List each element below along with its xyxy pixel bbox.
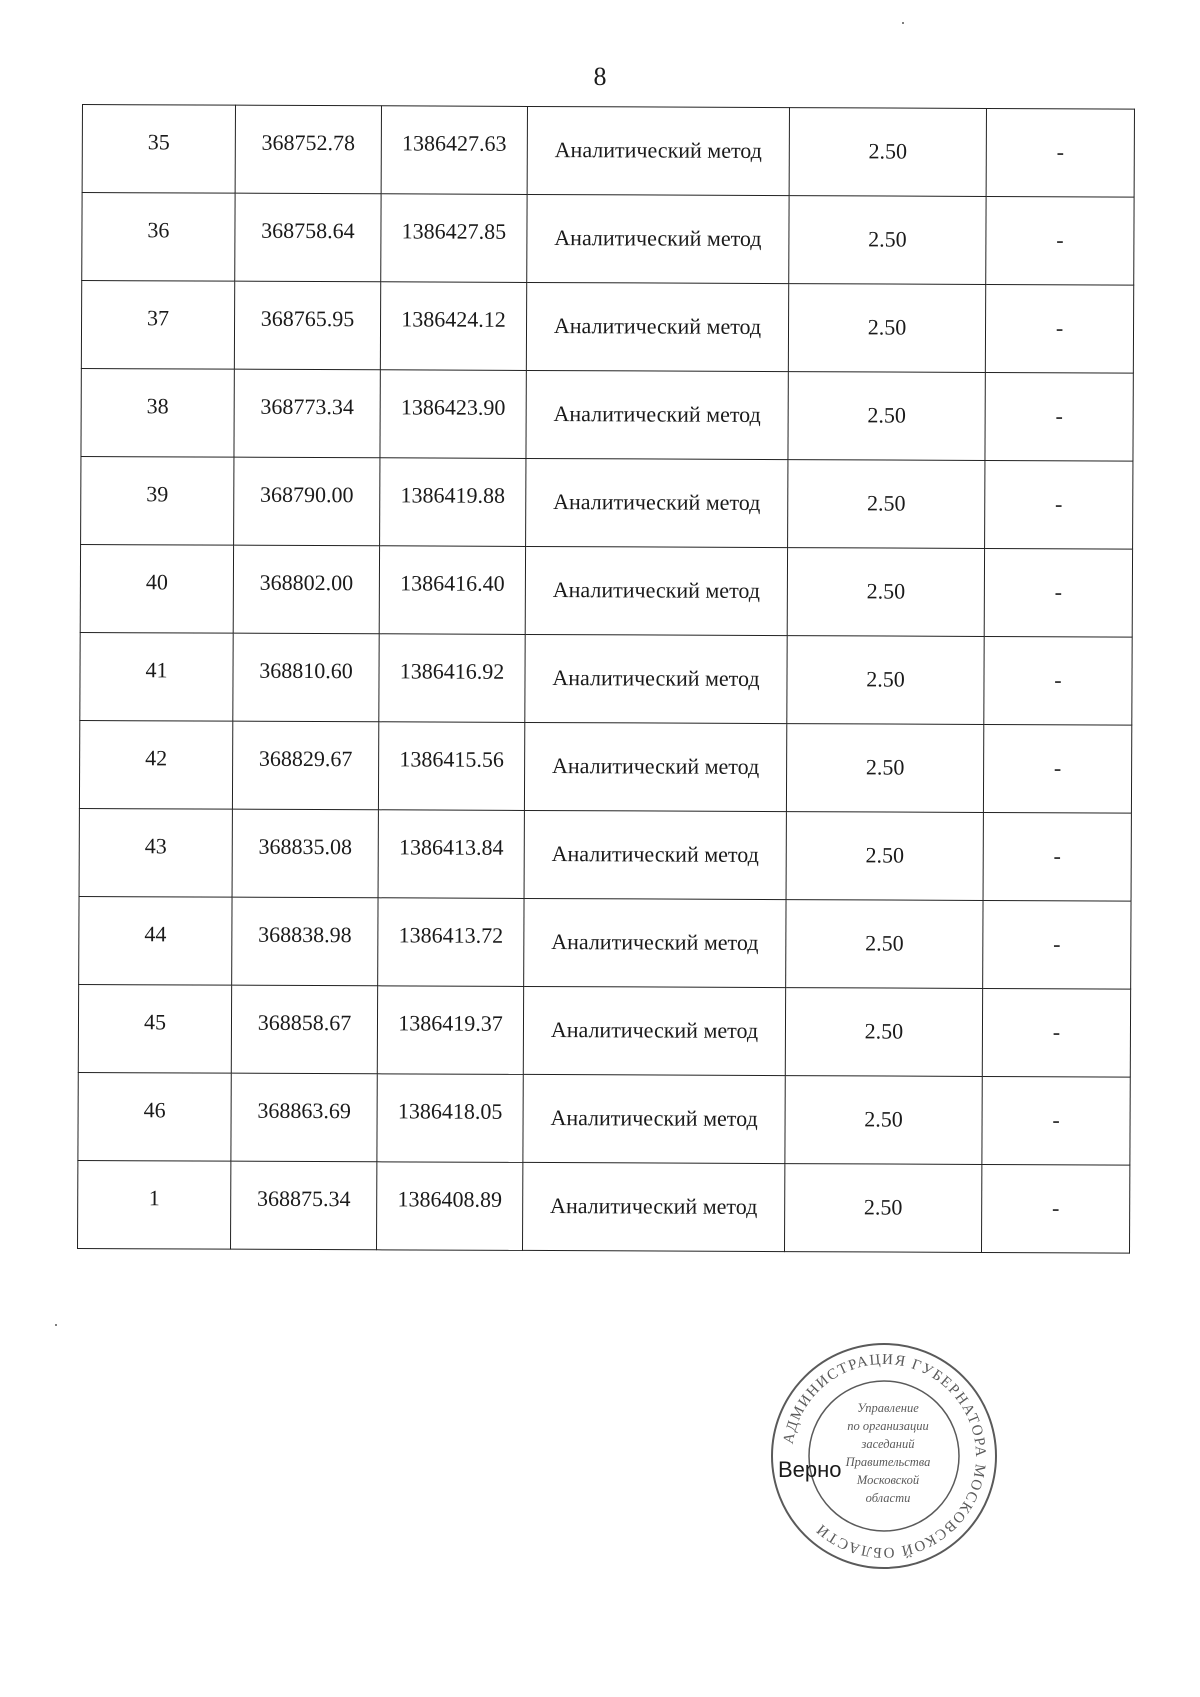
cell-point-number <box>78 984 231 1073</box>
stamp-line: по организации <box>847 1419 929 1433</box>
cell-x-coordinate <box>235 193 381 282</box>
cell-point-number <box>79 896 232 985</box>
cell-method <box>524 810 786 899</box>
cell-value <box>788 372 985 461</box>
table-row <box>81 368 1133 461</box>
cell-dash <box>985 372 1133 461</box>
cell-method <box>523 986 785 1075</box>
cell-dash <box>985 460 1133 549</box>
cell-y-coordinate <box>378 722 524 811</box>
cell-x-coordinate <box>232 897 378 986</box>
cell-y-coordinate <box>380 370 526 459</box>
y-coordinate-text: 1386427.63 <box>402 130 507 156</box>
value-text: 2.50 <box>864 1018 904 1044</box>
cell-y-coordinate <box>379 634 525 723</box>
point-number-text: 46 <box>143 1097 166 1123</box>
cell-value <box>786 724 983 813</box>
cell-dash <box>985 284 1133 373</box>
cell-value <box>786 812 983 901</box>
x-coordinate-text: 368765.95 <box>260 305 355 332</box>
value-text: 2.50 <box>864 1106 903 1132</box>
cell-point-number <box>80 632 233 721</box>
method-text: Аналитический метод <box>550 1105 758 1131</box>
cell-point-number <box>82 193 235 282</box>
cell-method <box>526 370 788 459</box>
method-text: Аналитический метод <box>550 1193 758 1219</box>
table-row <box>80 632 1132 725</box>
point-number-text: 44 <box>144 921 167 947</box>
coordinates-table-body <box>78 105 1135 1254</box>
table-row <box>81 281 1133 374</box>
x-coordinate-text: 368790.00 <box>259 481 354 508</box>
cell-value <box>789 196 986 285</box>
cell-point-number <box>82 105 235 194</box>
table-row <box>79 896 1131 989</box>
cell-y-coordinate <box>380 458 526 547</box>
cell-y-coordinate <box>377 1074 523 1163</box>
cell-point-number <box>78 1072 231 1161</box>
cell-value <box>785 988 982 1077</box>
x-coordinate-text: 368829.67 <box>258 745 353 772</box>
y-coordinate-text: 1386413.84 <box>398 834 504 860</box>
table-row <box>81 456 1133 549</box>
x-coordinate-text: 368835.08 <box>258 833 353 860</box>
cell-dash <box>984 548 1132 637</box>
certification-label: Верно <box>778 1457 842 1482</box>
cell-value <box>787 636 984 725</box>
cell-method <box>525 546 787 635</box>
x-coordinate-text: 368802.00 <box>259 569 354 596</box>
cell-x-coordinate <box>234 457 380 546</box>
dash-text: - <box>1055 315 1064 341</box>
method-text: Аналитический метод <box>550 1017 759 1043</box>
cell-y-coordinate <box>380 282 526 371</box>
y-coordinate-text: 1386419.37 <box>398 1010 503 1036</box>
dash-text: - <box>1055 403 1063 429</box>
table-row <box>78 984 1130 1077</box>
coordinates-table-container <box>77 104 1134 1254</box>
dash-text: - <box>1052 1019 1061 1045</box>
x-coordinate-text: 368810.60 <box>259 657 353 684</box>
method-text: Аналитический метод <box>551 753 760 779</box>
cell-y-coordinate <box>378 810 524 899</box>
point-number-text: 38 <box>146 393 169 419</box>
method-text: Аналитический метод <box>551 841 759 867</box>
value-text: 2.50 <box>868 226 907 252</box>
dash-text: - <box>1053 755 1062 781</box>
cell-dash <box>986 108 1134 197</box>
value-text: 2.50 <box>866 578 906 604</box>
cell-point-number <box>78 1160 231 1249</box>
cell-x-coordinate <box>231 1161 377 1250</box>
cell-method <box>523 1162 785 1251</box>
stamp-line: Правительства <box>845 1455 931 1469</box>
cell-dash <box>981 1164 1129 1253</box>
cell-method <box>524 898 786 987</box>
cell-y-coordinate <box>378 898 524 987</box>
stamp-line: заседаний <box>861 1437 915 1451</box>
stamp-line: Московской <box>856 1473 920 1487</box>
cell-point-number <box>81 281 234 370</box>
cell-method <box>525 634 787 723</box>
y-coordinate-text: 1386418.05 <box>397 1098 503 1124</box>
dash-text: - <box>1052 1107 1060 1133</box>
method-text: Аналитический метод <box>551 929 759 955</box>
cell-value <box>787 548 984 637</box>
y-coordinate-text: 1386413.72 <box>398 922 504 948</box>
cell-dash <box>982 1076 1130 1165</box>
stamp-line: Управление <box>857 1401 919 1415</box>
table-row <box>82 193 1134 286</box>
cell-value <box>785 1076 982 1165</box>
method-text: Аналитический метод <box>552 665 760 691</box>
x-coordinate-text: 368838.98 <box>258 921 352 948</box>
method-text: Аналитический метод <box>553 401 761 427</box>
method-text: Аналитический метод <box>553 313 762 339</box>
table-row <box>78 1160 1130 1253</box>
table-row <box>82 105 1134 198</box>
y-coordinate-text: 1386423.90 <box>400 394 506 420</box>
point-number-text: 37 <box>147 305 170 331</box>
y-coordinate-text: 1386427.85 <box>401 218 507 244</box>
dash-text: - <box>1053 843 1061 869</box>
point-number-text: 40 <box>145 569 168 595</box>
cell-value <box>786 900 983 989</box>
dash-text: - <box>1056 227 1064 253</box>
cell-dash <box>982 988 1130 1077</box>
cell-dash <box>986 196 1134 285</box>
cell-x-coordinate <box>231 985 377 1074</box>
value-text: 2.50 <box>863 1194 903 1220</box>
cell-dash <box>984 636 1132 725</box>
x-coordinate-text: 368863.69 <box>257 1097 351 1124</box>
cell-value <box>788 284 985 373</box>
value-text: 2.50 <box>866 490 906 516</box>
y-coordinate-text: 1386416.40 <box>400 570 505 596</box>
x-coordinate-text: 368773.34 <box>260 393 354 420</box>
cell-point-number <box>79 720 232 809</box>
dash-text: - <box>1053 931 1061 957</box>
method-text: Аналитический метод <box>553 489 761 515</box>
cell-x-coordinate <box>232 721 378 810</box>
cell-dash <box>983 724 1131 813</box>
method-text: Аналитический метод <box>552 577 761 603</box>
cell-x-coordinate <box>233 545 379 634</box>
point-number-text: 1 <box>148 1185 160 1211</box>
cell-method <box>526 282 788 371</box>
point-number-text: 42 <box>145 745 168 771</box>
table-row <box>79 720 1131 813</box>
stamp-outer-text: АДМИНИСТРАЦИЯ ГУБЕРНАТОРА МОСКОВСКОЙ ОБЛАСТИ <box>780 1351 989 1561</box>
value-text: 2.50 <box>865 930 904 956</box>
cell-point-number <box>80 544 233 633</box>
page-number: 8 <box>593 62 607 91</box>
scan-speck <box>902 22 904 24</box>
cell-y-coordinate <box>381 194 527 283</box>
y-coordinate-text: 1386415.56 <box>399 746 504 772</box>
cell-method <box>524 722 786 811</box>
cell-method <box>527 106 789 195</box>
y-coordinate-text: 1386408.89 <box>397 1186 503 1212</box>
value-text: 2.50 <box>866 666 905 692</box>
dash-text: - <box>1054 667 1062 693</box>
cell-method <box>527 194 789 283</box>
y-coordinate-text: 1386416.92 <box>399 658 505 684</box>
stamp-seal-icon <box>768 1340 1000 1572</box>
value-text: 2.50 <box>865 842 905 868</box>
table-row <box>80 544 1132 637</box>
official-stamp <box>768 1340 1000 1572</box>
cell-x-coordinate <box>231 1073 377 1162</box>
cell-point-number <box>81 368 234 457</box>
table-row <box>78 1072 1130 1165</box>
cell-value <box>784 1164 981 1253</box>
x-coordinate-text: 368752.78 <box>261 129 356 156</box>
cell-x-coordinate <box>234 281 380 370</box>
dash-text: - <box>1055 491 1063 517</box>
coordinates-table <box>77 104 1135 1254</box>
value-text: 2.50 <box>868 138 908 164</box>
stamp-line: области <box>865 1491 911 1505</box>
dash-text: - <box>1051 1195 1060 1221</box>
cell-value <box>789 108 986 197</box>
cell-x-coordinate <box>232 809 378 898</box>
cell-x-coordinate <box>235 105 381 194</box>
cell-y-coordinate <box>377 1162 523 1251</box>
cell-dash <box>983 900 1131 989</box>
point-number-text: 35 <box>147 129 170 155</box>
cell-value <box>788 460 985 549</box>
point-number-text: 36 <box>147 217 170 243</box>
cell-method <box>523 1074 785 1163</box>
cell-y-coordinate <box>381 106 527 195</box>
cell-dash <box>983 812 1131 901</box>
point-number-text: 41 <box>145 657 168 683</box>
value-text: 2.50 <box>867 314 907 340</box>
cell-x-coordinate <box>234 369 380 458</box>
table-row <box>79 808 1131 901</box>
cell-point-number <box>81 456 234 545</box>
x-coordinate-text: 368858.67 <box>257 1009 352 1036</box>
x-coordinate-text: 368875.34 <box>256 1185 351 1212</box>
method-text: Аналитический метод <box>554 225 762 251</box>
cell-y-coordinate <box>379 546 525 635</box>
method-text: Аналитический метод <box>554 137 762 163</box>
x-coordinate-text: 368758.64 <box>261 217 355 244</box>
dash-text: - <box>1056 139 1065 165</box>
value-text: 2.50 <box>867 402 906 428</box>
point-number-text: 45 <box>143 1009 167 1035</box>
cell-y-coordinate <box>377 986 523 1075</box>
value-text: 2.50 <box>865 754 905 780</box>
cell-method <box>526 458 788 547</box>
dash-text: - <box>1054 579 1063 605</box>
y-coordinate-text: 1386419.88 <box>400 482 506 508</box>
point-number-text: 39 <box>146 481 169 507</box>
cell-point-number <box>79 808 232 897</box>
scan-speck <box>55 1324 57 1326</box>
point-number-text: 43 <box>144 833 167 859</box>
y-coordinate-text: 1386424.12 <box>401 306 506 332</box>
cell-x-coordinate <box>233 633 379 722</box>
